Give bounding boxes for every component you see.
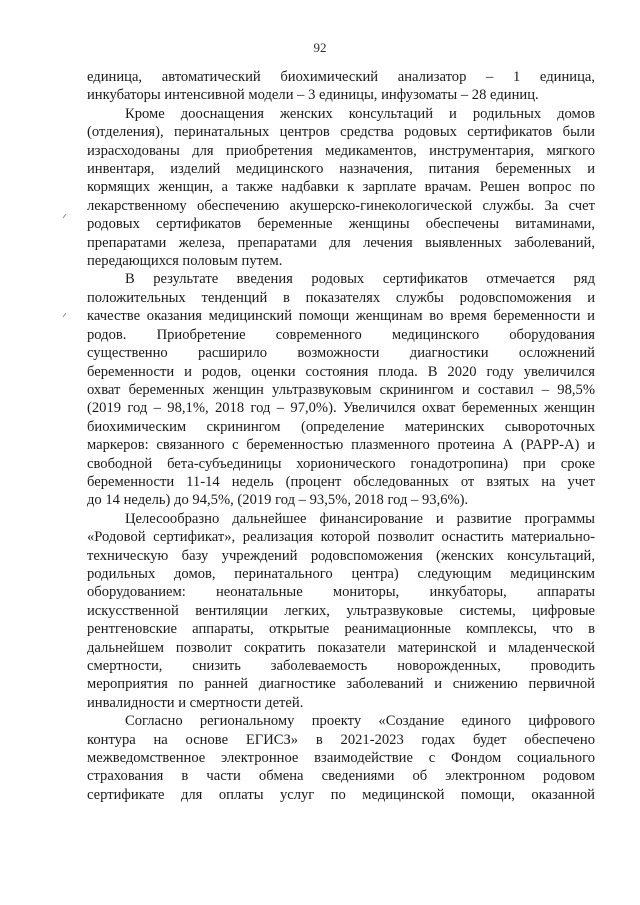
text-line: В результате введения родовых сертификатов отмечается ряд [125, 271, 595, 288]
text-line: инкубаторы интенсивной модели – 3 единицы, инфузоматы – 28 единиц. [87, 87, 539, 104]
paragraph-regional-project [87, 712, 595, 804]
text-line: охват беременных женщин ультразвуковым скринингом и составил – 98,5% [87, 381, 595, 398]
text-line: оборудованием: неонатальные мониторы, инкубаторы, аппараты [87, 584, 595, 601]
text-line: рентгеновские аппараты, открытые реанимационные комплексы, что в [87, 621, 595, 638]
text-line: маркеров: связанного с беременностью плазменного протеина А (PAPP-A) и [87, 437, 595, 454]
text-line: (отделения), перинатальных центров средства родовых сертификатов были [87, 124, 595, 141]
text-line: контура на основе ЕГИСЗ» в 2021-2023 годах будет обеспечено [87, 731, 595, 748]
text-line: лекарственному обеспечению акушерско-гинекологической службы. За счет [87, 197, 595, 214]
text-line: дальнейшем позволит сократить показатели материнской и младенческой [87, 639, 595, 656]
text-line: межведомственное электронное взаимодействие с Фондом социального [87, 750, 595, 767]
text-line: мероприятия по ранней диагностике заболеваний и снижению первичной [87, 676, 595, 693]
paragraph-continuation [87, 68, 595, 105]
text-line: положительных тенденций в показателях службы родовспоможения и [87, 289, 595, 306]
text-line: кормящих женщин, а также надбавки к зарплате врачам. Решен вопрос по [87, 179, 595, 196]
text-line: Целесообразно дальнейшее финансирование и развитие программы [125, 510, 595, 527]
text-line: (2019 год – 98,1%, 2018 год – 97,0%). Увеличился охват беременных женщин [87, 400, 595, 417]
page-number: 92 [313, 40, 327, 55]
text-line: страхования в части обмена сведениями об электронном родовом [87, 768, 595, 785]
text-line: качестве оказания медицинский помощи женщинам во время беременности и [87, 308, 595, 325]
paragraph-certificate-results [87, 270, 595, 509]
text-line: Согласно региональному проекту «Создание единого цифрового [125, 713, 595, 730]
text-line: беременности 11-14 недель (процент обследованных от взятых на учет [87, 473, 595, 490]
margin-pen-mark [62, 213, 68, 219]
text-line: свободной бета-субъединицы хорионического гонадотропина) при сроке [87, 455, 595, 472]
text-line: Кроме дооснащения женских консультаций и родильных домов [125, 105, 595, 122]
text-line: существенно расширило возможности диагностики осложнений [87, 345, 595, 362]
text-line: смертности, снизить заболеваемость новорожденных, проводить [87, 658, 595, 674]
text-line: техническую базу учреждений родовспоможения (женских консультаций, [87, 547, 595, 564]
text-line: сертификате для оплаты услуг по медицинской помощи, оказанной [87, 786, 595, 803]
text-line: биохимическим скринингом (определение материнских сывороточных [87, 418, 595, 435]
text-line: инвентаря, изделий медицинского назначения, питания беременных и [87, 161, 595, 178]
text-line: инвалидности и смертности детей. [87, 694, 304, 711]
margin-pen-mark [62, 312, 68, 318]
text-line: искусственной вентиляции легких, ультразвуковые системы, цифровые [87, 602, 595, 619]
text-line: до 14 недель) до 94,5%, (2019 год – 93,5%, 2018 год – 93,6%). [87, 492, 469, 509]
text-line: препаратами железа, препаратами для лечения выявленных заболеваний, [87, 234, 595, 251]
paragraph-program-recommendation [87, 510, 595, 712]
text-line: родовых сертификатов беременные женщины обеспечены витаминами, [87, 216, 595, 233]
paragraph-equipment-funding [87, 105, 595, 271]
text-line: родильных домов, перинатального центра) следующим медицинским [87, 565, 595, 582]
body-text [87, 68, 595, 804]
text-line: израсходованы для приобретения медикаментов, инструментария, мягкого [87, 142, 595, 159]
text-line: единица, автоматический биохимический анализатор – 1 единица, [87, 69, 595, 85]
text-line: передающихся половым путем. [87, 253, 283, 270]
text-line: беременности и родов, оценки состояния плода. В 2020 году увеличился [87, 363, 595, 380]
text-line: родов. Приобретение современного медицинского оборудования [87, 326, 595, 343]
text-line: «Родовой сертификат», реализация которой позволит оснастить материально- [87, 529, 595, 546]
